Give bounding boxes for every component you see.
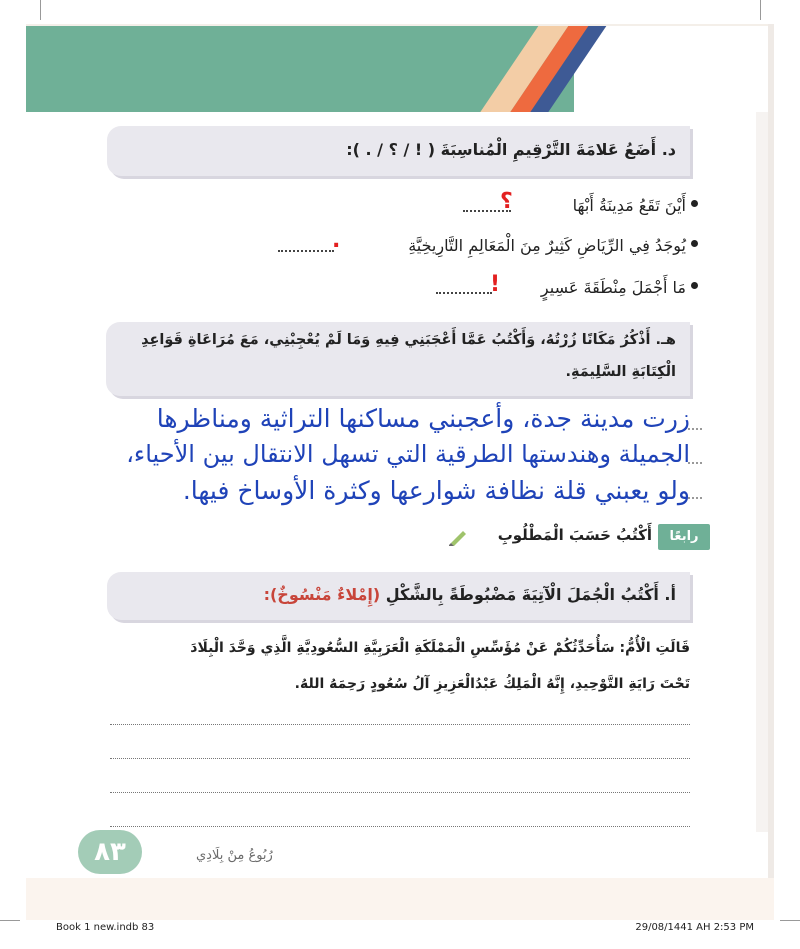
answer-dots[interactable] — [436, 292, 492, 294]
print-info-right: 29/08/1441 AH 2:53 PM — [635, 922, 754, 933]
question-d-title: د. أَضَعُ عَلامَةَ التَّرْقِيمِ الْمُناسِبَةَ ( ! / ؟ / . ): — [346, 140, 676, 159]
book-title: رُبُوعُ مِنْ بِلَادِي — [196, 848, 273, 863]
item-text: يُوجَدُ فِي الرِّيَاضِ كَثِيرٌ مِنَ الْمَعَالِمِ التَّارِيخِيَّةِ — [408, 236, 686, 255]
answer-mark-1: ؟ — [500, 189, 513, 214]
line-dots — [688, 462, 702, 464]
bottom-band — [26, 878, 774, 920]
question-a-title-text: أ. أَكْتُبُ الْجُمَلَ الْآتِيَةَ مَضْبُوطَةً بِالشَّكْلِ — [385, 585, 676, 604]
handwritten-line-1[interactable]: زرت مدينة جدة، وأعجبني مساكنها التراثية ومناظرها — [156, 404, 690, 433]
pencil-icon — [448, 528, 468, 546]
answer-dots[interactable] — [278, 250, 334, 252]
section-4-tag: رابعًا — [658, 524, 710, 550]
item-text: أَيْنَ تَقَعُ مَدِينَةُ أَبْهَا — [572, 196, 686, 215]
bullet-icon — [691, 200, 698, 207]
question-d-box — [107, 126, 690, 176]
writing-line-3[interactable] — [110, 792, 690, 793]
crop-mark — [40, 0, 41, 20]
print-info-left: Book 1 new.indb 83 — [56, 922, 155, 933]
question-a-title — [264, 585, 676, 604]
question-d-item-1 — [440, 196, 698, 220]
crop-mark — [760, 0, 761, 20]
item-text: مَا أَجْمَلَ مِنْطَقَةَ عَسِيرٍ — [540, 278, 686, 297]
page-number-badge: ٨٣ — [78, 830, 142, 874]
writing-line-4[interactable] — [110, 826, 690, 827]
question-h-title-line2: الْكِتَابَةِ السَّلِيمَةِ. — [565, 364, 676, 380]
answer-mark-2: . — [332, 228, 341, 253]
handwritten-line-3[interactable]: ولو يعبني قلة نظافة شوارعها وكثرة الأوساخ فيها. — [182, 476, 690, 505]
line-dots — [688, 428, 702, 430]
crop-mark — [0, 920, 20, 921]
question-a-box — [107, 572, 690, 620]
section-4-title: أَكْتُبُ حَسَبَ الْمَطْلُوبِ — [497, 526, 652, 544]
question-a-subtitle: (إِمْلاءٌ مَنْسُوخٌ): — [263, 585, 381, 604]
bullet-icon — [691, 240, 698, 247]
question-h-box — [106, 322, 690, 396]
line-dots — [688, 497, 702, 499]
side-edge — [768, 24, 774, 920]
answer-mark-3: ! — [490, 272, 501, 297]
writing-line-1[interactable] — [110, 724, 690, 725]
header-band — [26, 26, 774, 112]
crop-mark — [780, 920, 800, 921]
header-white — [574, 26, 774, 112]
dictation-line-2: تَحْتَ رَايَةِ التَّوْحِيدِ، إِنَّهُ الْمَلِكُ عَبْدُالْعَزِيزِ آلُ سُعُودٍ رَحِمَهُ اللهُ. — [294, 676, 690, 692]
handwritten-line-2[interactable]: الجميلة وهندستها الطرقية التي تسهل الانتقال بين الأحياء، — [126, 440, 690, 468]
question-h-title-line1: هـ. أَذْكُرُ مَكَانًا زُرْتُهُ، وَأَكْتُبُ عَمَّا أَعْجَبَنِي فِيهِ وَمَا لَمْ يُعْجِبْنِي، مَعَ مُرَاعَاةِ قَوَاعِدِ — [141, 332, 676, 348]
dictation-line-1: قَالَتِ الْأُمُّ: سَأُحَدِّثُكُمْ عَنْ مُؤَسِّسِ الْمَمْلَكَةِ الْعَرَبِيَّةِ السُّعُودِيَّةِ الَّذِي وَحَّدَ الْبِلَادَ — [190, 640, 690, 656]
bullet-icon — [691, 282, 698, 289]
question-d-item-3 — [436, 278, 698, 302]
writing-line-2[interactable] — [110, 758, 690, 759]
